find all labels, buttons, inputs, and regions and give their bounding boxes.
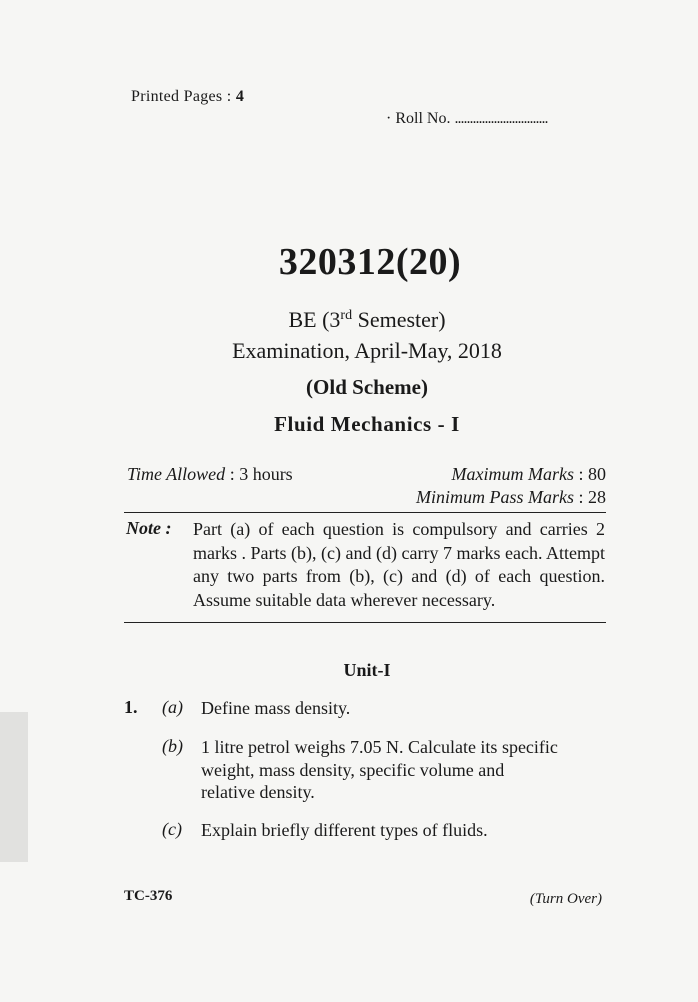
divider-bottom: [124, 622, 606, 623]
part-a-label: (a): [162, 697, 183, 717]
roll-dots: ...............................: [454, 110, 548, 127]
printed-pages-count: 4: [235, 88, 245, 105]
part-c-label: (c): [162, 819, 182, 839]
paper-code: 320312(20): [278, 241, 462, 283]
turn-over: (Turn Over): [529, 891, 602, 907]
part-c-text: Explain briefly different types of fluids.: [201, 820, 488, 840]
note-label: Note :: [126, 518, 172, 538]
part-a-text: Define mass density.: [201, 698, 351, 718]
scheme: (Old Scheme): [306, 375, 428, 399]
footer-code: TC-376: [124, 888, 173, 904]
question-number: 1.: [124, 697, 138, 717]
roll-number-field: [386, 110, 547, 128]
degree-semester: BE (3rd Semester): [288, 307, 446, 332]
subject-title: Fluid Mechanics - I: [274, 412, 460, 436]
time-allowed: Time Allowed : 3 hours: [127, 464, 293, 484]
note-text: Part (a) of each question is compulsory and carries 2 marks . Parts (b), (c) and (d) carry 7 marks each. Attempt any two parts from (b), (c) and (d) of each question. Assume suitable data wherever necessary.: [193, 519, 605, 610]
part-b-label: (b): [162, 736, 183, 756]
maximum-marks: Maximum Marks : 80: [451, 464, 606, 484]
unit-heading: Unit-I: [343, 660, 391, 680]
divider-top: [124, 512, 606, 513]
roll-label: · Roll No.: [386, 110, 451, 127]
scan-margin-shadow: [0, 712, 28, 862]
printed-pages: Printed Pages : 4: [131, 88, 245, 105]
part-b-text: 1 litre petrol weighs 7.05 N. Calculate its specific weight, mass density, specific volume and relative density.: [201, 737, 558, 802]
minimum-pass-marks: Minimum Pass Marks : 28: [415, 487, 606, 507]
examination-session: Examination, April-May, 2018: [232, 338, 502, 363]
